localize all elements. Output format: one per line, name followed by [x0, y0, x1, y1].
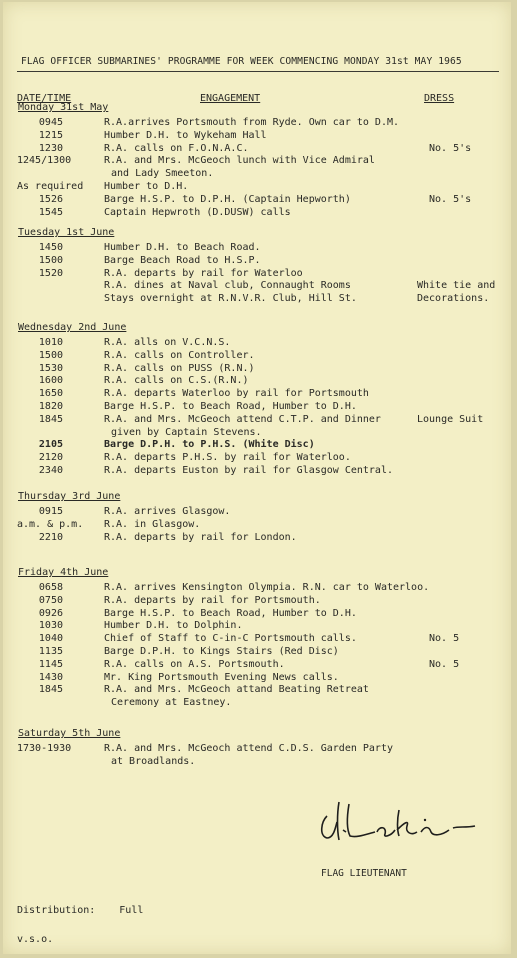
- day-heading: Wednesday 2nd June: [18, 322, 127, 333]
- schedule-row: [3, 697, 511, 710]
- row-time: 0750: [38, 594, 63, 606]
- row-engagement: R.A. departs by rail for Portsmouth.: [104, 594, 321, 606]
- row-time: 1430: [38, 671, 63, 683]
- row-engagement: R.A. and Mrs. McGeoch attend C.D.S. Garden Party: [104, 743, 393, 754]
- schedule-row: [3, 582, 511, 595]
- row-time: 1600: [38, 375, 63, 387]
- row-engagement: Humber D.H. to Wykeham Hall: [104, 129, 267, 141]
- row-time: 2210: [38, 531, 63, 543]
- row-engagement: given by Captain Stevens.: [111, 426, 262, 438]
- row-dress: No. 5's: [429, 193, 472, 205]
- row-time: 1845: [38, 684, 63, 696]
- row-time: 2340: [38, 465, 63, 476]
- row-time: 1820: [38, 401, 63, 412]
- row-dress: Lounge Suit: [417, 413, 484, 425]
- row-engagement: R.A. arrives Glasgow.: [104, 506, 231, 517]
- day-heading: Tuesday 1st June: [18, 227, 115, 238]
- row-time: 1135: [38, 646, 63, 657]
- row-time: 2120: [38, 452, 63, 464]
- row-engagement: R.A. and Mrs. McGeoch lunch with Vice Admiral: [104, 155, 375, 167]
- row-time: 1520: [38, 267, 63, 279]
- schedule-row: [3, 756, 511, 769]
- schedule-row: [3, 155, 511, 168]
- row-engagement: Humber D.H. to Beach Road.: [104, 242, 261, 253]
- row-time: 0658: [38, 582, 63, 593]
- document-title: FLAG OFFICER SUBMARINES' PROGRAMME FOR WEEK COMMENCING MONDAY 31st MAY 1965: [21, 56, 462, 67]
- schedule-row: [3, 414, 511, 427]
- row-time: 2105: [38, 439, 63, 451]
- row-engagement: R.A. departs by rail for Waterloo: [104, 267, 303, 279]
- row-engagement: R.A. alls on V.C.N.S.: [104, 337, 231, 348]
- schedule-row: [3, 465, 511, 478]
- row-time: 1500: [38, 254, 63, 266]
- row-engagement: R.A. in Glasgow.: [104, 518, 201, 530]
- row-engagement: R.A. and Mrs. McGeoch attend C.T.P. and Dinner: [104, 413, 381, 425]
- row-dress: White tie and: [417, 280, 496, 292]
- schedule-row: [3, 293, 511, 306]
- row-engagement: R.A. calls on C.S.(R.N.): [104, 375, 249, 387]
- schedule-row: [3, 452, 511, 465]
- row-engagement: R.A. and Mrs. McGeoch attand Beating Retreat: [104, 684, 369, 696]
- row-engagement: and Lady Smeeton.: [111, 168, 214, 180]
- schedule-row: [3, 519, 511, 532]
- schedule-row: [3, 194, 511, 207]
- schedule-row: [3, 375, 511, 388]
- document-page: [3, 2, 511, 954]
- row-engagement: R.A. departs P.H.S. by rail for Waterloo.: [104, 452, 351, 464]
- signature-title: FLAG LIEUTENANT: [321, 868, 407, 879]
- row-engagement: Barge H.S.P. to Beach Road, Humber to D.H.: [104, 401, 357, 412]
- schedule-row: [3, 388, 511, 401]
- schedule-row: [3, 439, 511, 452]
- row-engagement: Chief of Staff to C-in-C Portsmouth calls.: [104, 633, 357, 645]
- day-heading: Saturday 5th June: [18, 728, 121, 739]
- row-time: 1010: [38, 337, 63, 348]
- distribution-value: Full: [119, 905, 144, 916]
- row-time: As required: [17, 181, 84, 192]
- row-time: 1215: [38, 129, 63, 141]
- schedule-row: [3, 743, 511, 756]
- signature: [313, 792, 493, 858]
- row-engagement: R.A. calls on PUSS (R.N.): [104, 362, 255, 374]
- schedule-row: [3, 242, 511, 255]
- schedule-row: [3, 427, 511, 440]
- row-engagement: at Broadlands.: [111, 755, 196, 767]
- footer-code: v.s.o.: [17, 934, 54, 945]
- title-rule: [17, 71, 499, 72]
- schedule-row: [3, 506, 511, 519]
- row-time: 1245/1300: [17, 155, 72, 167]
- row-engagement: R.A. calls on Controller.: [104, 349, 255, 361]
- schedule-row: [3, 130, 511, 143]
- row-time: 1845: [38, 413, 63, 425]
- row-time: 1526: [38, 193, 63, 205]
- schedule-row: [3, 280, 511, 293]
- row-time: 1030: [38, 620, 63, 632]
- row-engagement: Barge Beach Road to H.S.P.: [104, 254, 261, 266]
- row-engagement: R.A. calls on F.O.N.A.C.: [104, 142, 249, 154]
- row-dress: Decorations.: [417, 293, 490, 305]
- row-engagement: Barge H.S.P. to Beach Road, Humber to D.H.: [104, 607, 357, 619]
- distribution-line: [17, 905, 143, 916]
- schedule-row: [3, 401, 511, 414]
- schedule-row: [3, 268, 511, 281]
- schedule-row: [3, 646, 511, 659]
- schedule-row: [3, 672, 511, 685]
- schedule-row: [3, 337, 511, 350]
- row-engagement: Captain Hepwroth (D.DUSW) calls: [104, 206, 291, 218]
- row-time: 1730-1930: [17, 743, 72, 754]
- column-header-engagement: ENGAGEMENT: [200, 93, 261, 104]
- row-engagement: Barge D.P.H. to P.H.S. (White Disc): [104, 439, 315, 451]
- distribution-label: Distribution:: [17, 905, 96, 916]
- schedule-row: [3, 633, 511, 646]
- row-time: 1230: [38, 142, 63, 154]
- row-engagement: Ceremony at Eastney.: [111, 697, 232, 709]
- row-time: a.m. & p.m.: [17, 518, 84, 530]
- schedule-row: [3, 608, 511, 621]
- row-engagement: R.A. departs by rail for London.: [104, 531, 297, 543]
- day-heading: Thursday 3rd June: [18, 491, 121, 502]
- row-engagement: R.A. calls on A.S. Portsmouth.: [104, 658, 285, 670]
- schedule-row: [3, 659, 511, 672]
- schedule-row: [3, 143, 511, 156]
- row-dress: No. 5: [429, 633, 460, 645]
- schedule-row: [3, 255, 511, 268]
- row-engagement: R.A. dines at Naval club, Connaught Rooms: [104, 280, 351, 292]
- row-time: 1145: [38, 658, 63, 670]
- schedule-row: [3, 620, 511, 633]
- row-dress: No. 5: [429, 658, 460, 670]
- schedule-row: [3, 181, 511, 194]
- row-engagement: Mr. King Portsmouth Evening News calls.: [104, 671, 339, 683]
- schedule-row: [3, 168, 511, 181]
- row-engagement: Humber to D.H.: [104, 181, 189, 192]
- row-engagement: Stays overnight at R.N.V.R. Club, Hill St.: [104, 293, 357, 305]
- schedule-row: [3, 532, 511, 545]
- row-time: 1530: [38, 362, 63, 374]
- day-heading: Friday 4th June: [18, 567, 109, 578]
- schedule-row: [3, 117, 511, 130]
- row-engagement: Humber D.H. to Dolphin.: [104, 620, 243, 632]
- row-engagement: Barge H.S.P. to D.P.H. (Captain Hepworth): [104, 193, 351, 205]
- schedule-row: [3, 207, 511, 220]
- row-time: 1040: [38, 633, 63, 645]
- row-engagement: R.A.arrives Portsmouth from Ryde. Own car to D.M.: [104, 117, 400, 128]
- row-time: 1545: [38, 206, 63, 218]
- schedule-row: [3, 595, 511, 608]
- row-engagement: Barge D.P.H. to Kings Stairs (Red Disc): [104, 646, 339, 657]
- row-engagement: R.A. arrives Kensington Olympia. R.N. car to Waterloo.: [104, 582, 430, 593]
- day-heading: Monday 31st May: [18, 102, 109, 113]
- row-time: 1450: [38, 242, 63, 253]
- row-time: 0915: [38, 506, 63, 517]
- schedule-row: [3, 350, 511, 363]
- schedule-row: [3, 684, 511, 697]
- row-time: 0945: [38, 117, 63, 128]
- row-engagement: R.A. departs Waterloo by rail for Portsmouth: [104, 388, 369, 400]
- row-time: 0926: [38, 607, 63, 619]
- row-dress: No. 5's: [429, 142, 472, 154]
- column-header-datetime: DATE/TIME: [17, 93, 72, 104]
- row-time: 1650: [38, 388, 63, 400]
- column-header-dress: DRESS: [424, 93, 455, 104]
- row-time: 1500: [38, 349, 63, 361]
- row-engagement: R.A. departs Euston by rail for Glasgow Central.: [104, 465, 393, 476]
- schedule-row: [3, 363, 511, 376]
